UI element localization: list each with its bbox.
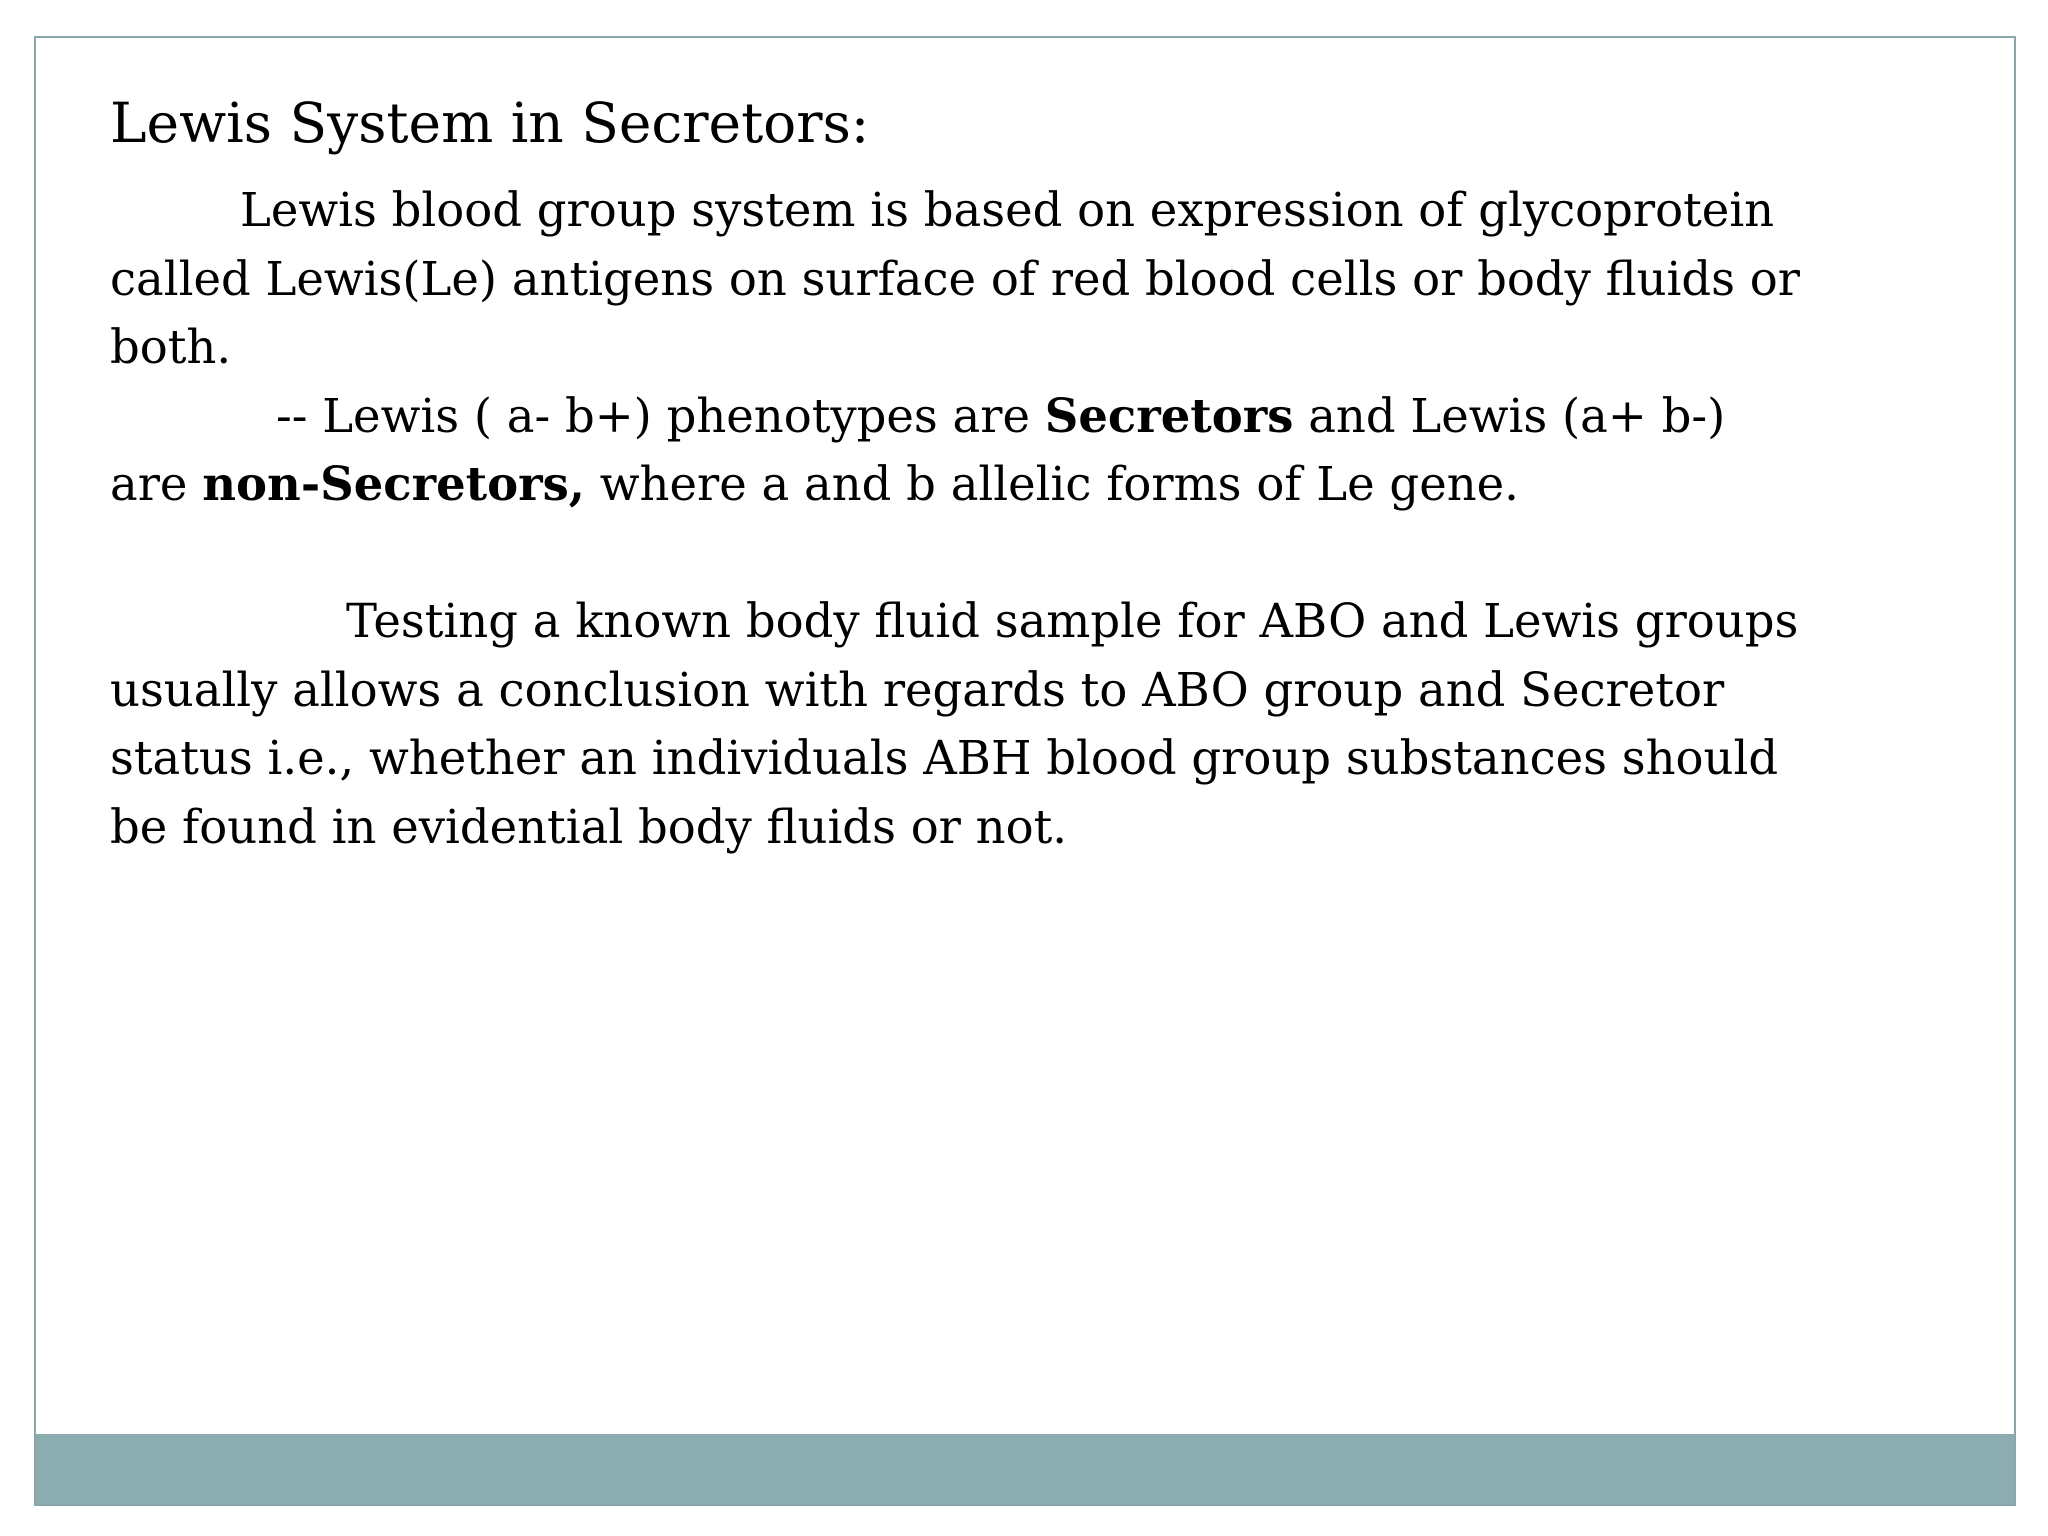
paragraph-3-line-1 [110, 587, 1970, 656]
paragraph-2-line-1 [110, 382, 1970, 451]
paragraph-1-line-1 [110, 176, 1970, 245]
paragraph-2-text-2b: where a and b allelic forms of Le gene. [584, 457, 1519, 511]
paragraph-2-line-2 [110, 450, 1970, 519]
paragraph-spacer [110, 519, 1970, 588]
secretors-bold: Secretors [1044, 387, 1294, 443]
paragraph-3-line-3 [110, 724, 1970, 793]
paragraph-1-line-2 [110, 245, 1970, 314]
paragraph-2-text-2a: are [110, 457, 203, 511]
paragraph-1-text-2: called Lewis(Le) antigens on surface of red blood cells or body fluids or [110, 251, 1801, 306]
paragraph-1-line-3 [110, 313, 1970, 382]
paragraph-3-text-2: usually allows a conclusion with regards to ABO group and Secretor [110, 662, 1725, 717]
paragraph-3-text-1: Testing a known body fluid sample for ABO and Lewis groups [346, 594, 1799, 648]
paragraph-3-text-3: status i.e., whether an individuals ABH blood group substances should [110, 731, 1779, 785]
paragraph-3-line-2 [110, 656, 1970, 725]
paragraph-3-text-4: be found in evidential body fluids or not. [110, 799, 1068, 854]
slide-body [110, 176, 1970, 861]
footer-bar [36, 1434, 2014, 1504]
paragraph-1-text-1: Lewis blood group system is based on expression of glycoprotein [240, 183, 1775, 237]
slide-title: Lewis System in Secretors: [110, 91, 870, 155]
slide [34, 36, 2016, 1506]
paragraph-1-text-3: both. [110, 320, 232, 374]
non-secretors-bold: non-Secretors, [202, 456, 585, 511]
paragraph-2-text-1b: and Lewis (a+ b-) [1293, 388, 1726, 443]
paragraph-2-text-1a: -- Lewis ( a- b+) phenotypes are [276, 388, 1045, 443]
paragraph-3-line-4 [110, 793, 1970, 862]
